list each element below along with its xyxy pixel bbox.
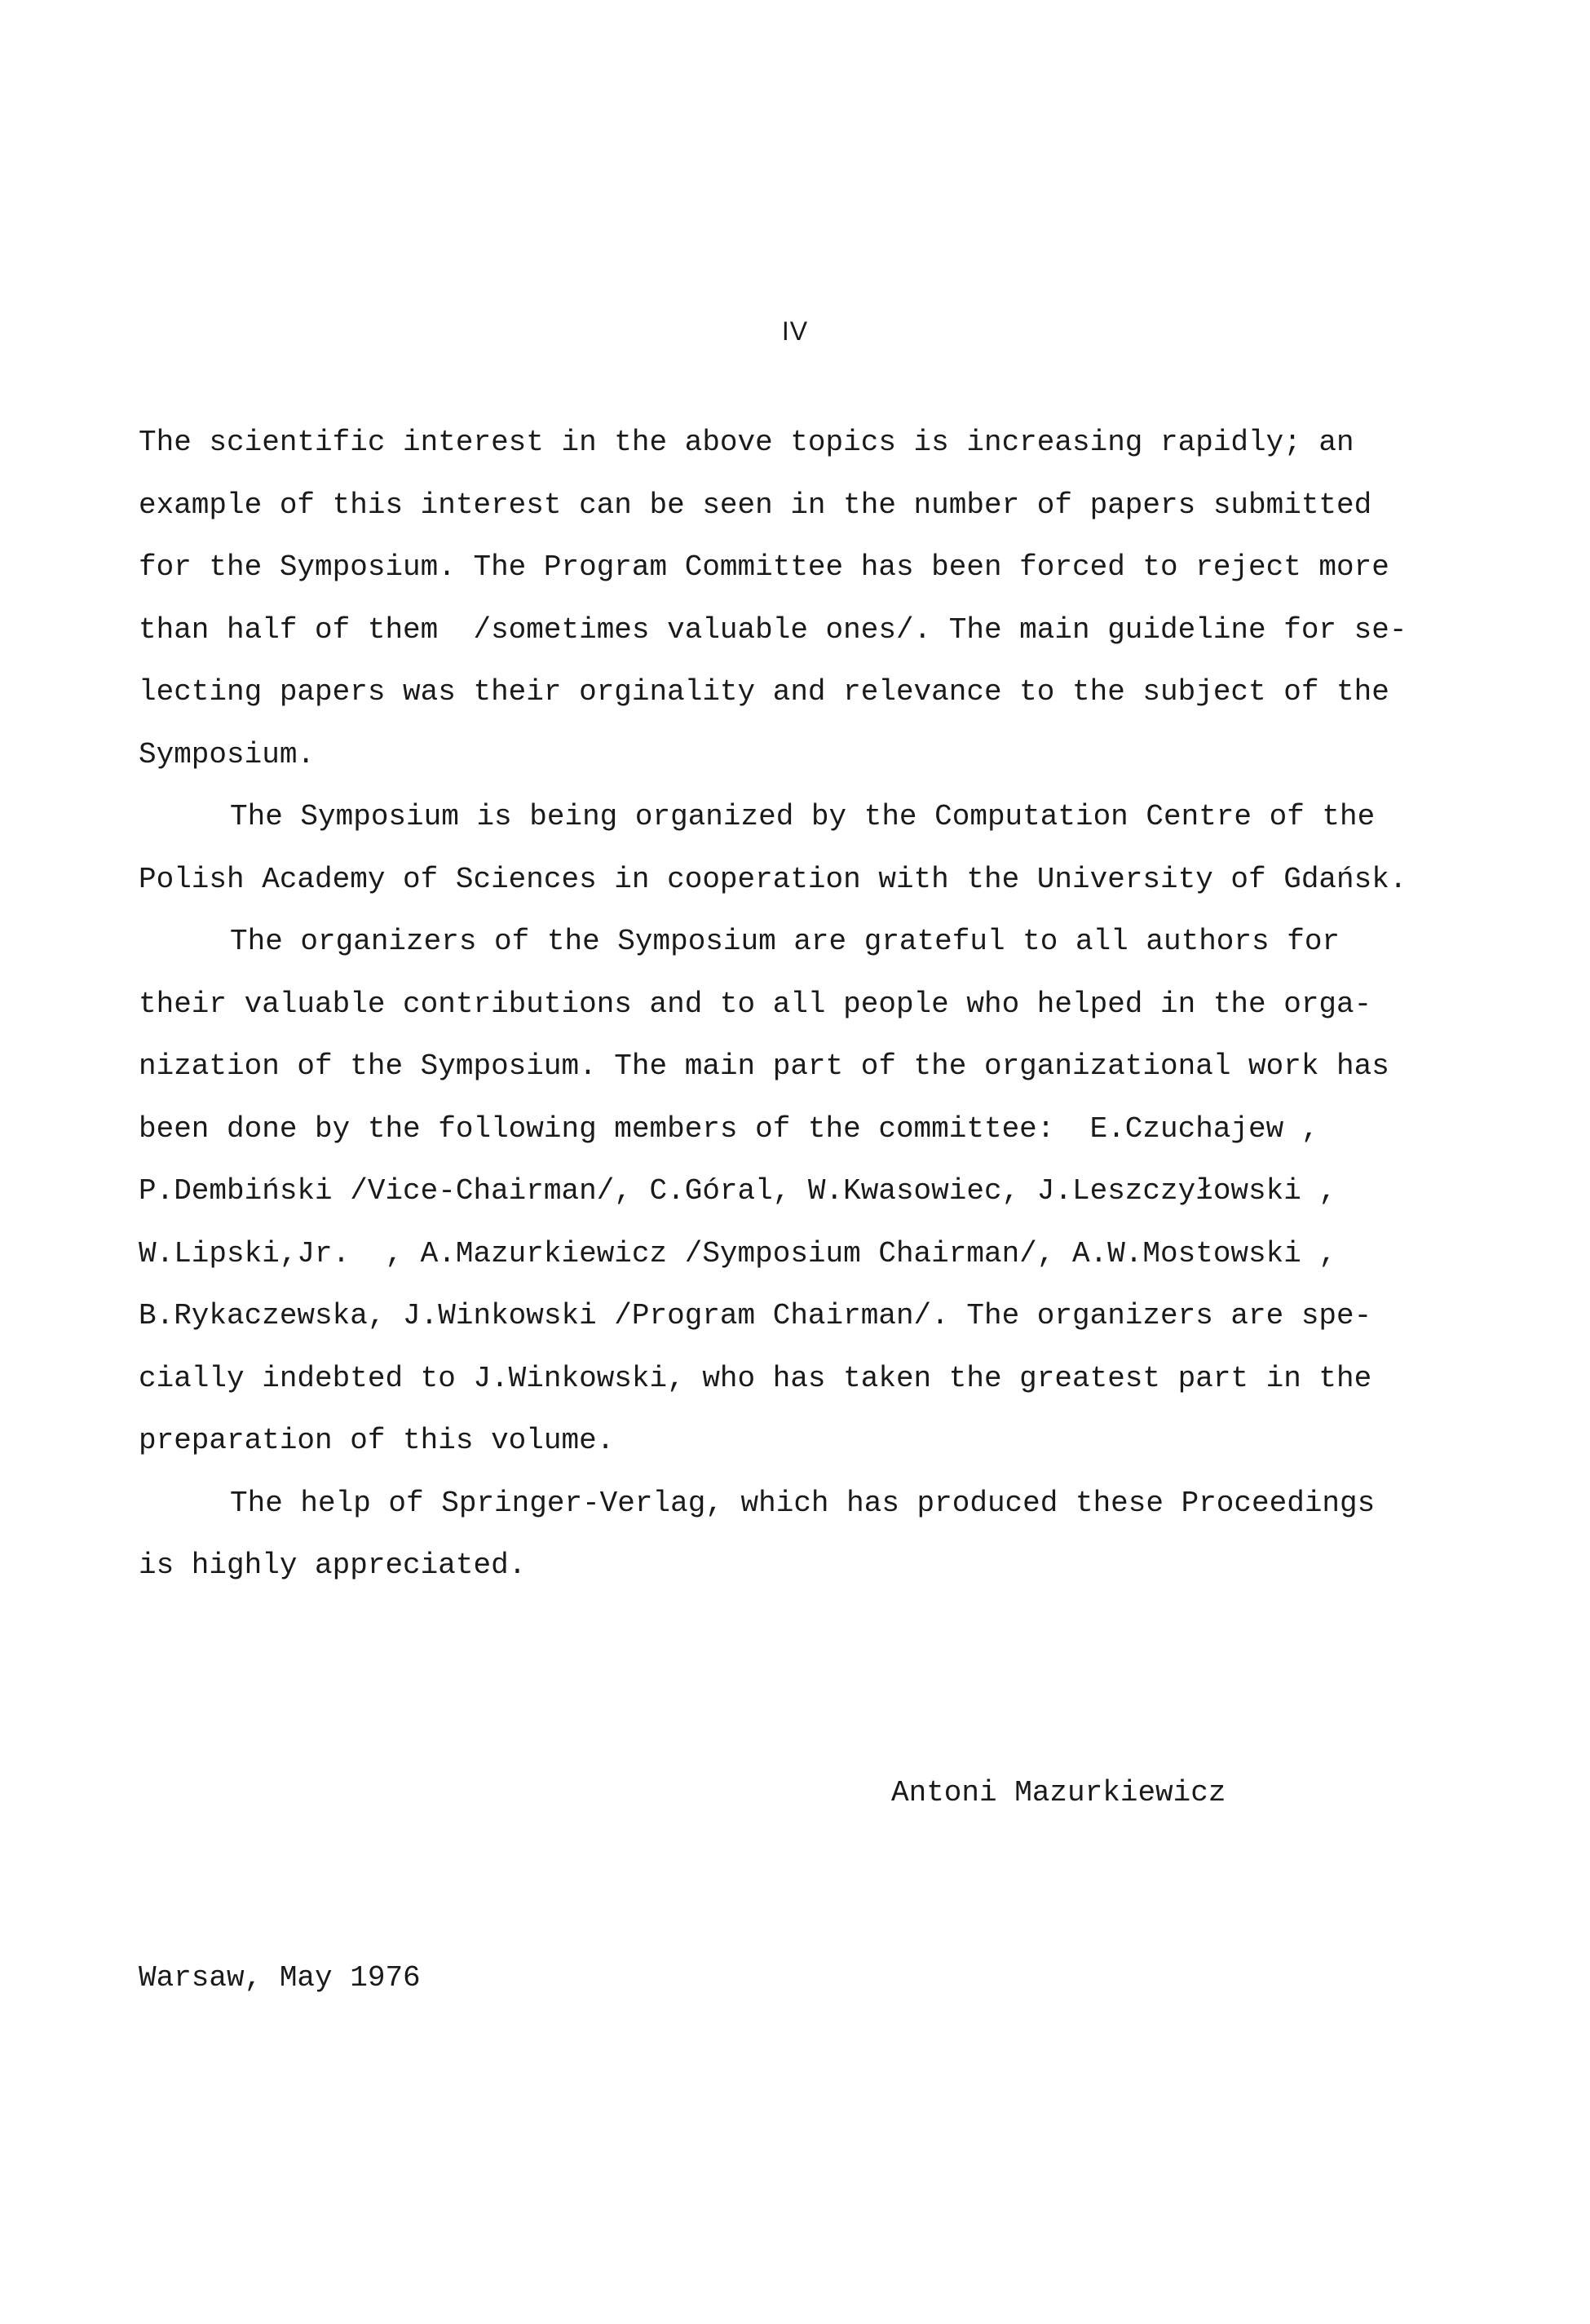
text-line: B.Rykaczewska, J.Winkowski /Program Chairman/. The organizers are spe- — [139, 1299, 1372, 1332]
page-number: IV — [781, 316, 809, 346]
text-line: been done by the following members of the committee: E.Czuchajew , — [139, 1111, 1319, 1146]
text-line: for the Symposium. The Program Committee has been forced to reject more — [139, 550, 1389, 584]
text-line: The scientific interest in the above topics is increasing rapidly; an — [139, 426, 1354, 459]
text-line: nization of the Symposium. The main part of the organizational work has — [139, 1049, 1389, 1083]
text-line: their valuable contributions and to all people who helped in the orga- — [139, 987, 1372, 1021]
text-line: The organizers of the Symposium are grateful to all authors for — [230, 925, 1340, 958]
text-line: preparation of this volume. — [139, 1424, 615, 1457]
text-line: lecting papers was their orginality and relevance to the subject of the — [139, 675, 1389, 709]
paragraph-2 — [139, 786, 1476, 911]
paragraph-1 — [139, 412, 1476, 786]
paragraph-3 — [139, 911, 1476, 1473]
text-line: Polish Academy of Sciences in cooperation with the University of Gdańsk. — [139, 862, 1407, 896]
text-line: example of this interest can be seen in the number of papers submitted — [139, 488, 1372, 522]
text-line: The help of Springer-Verlag, which has produced these Proceedings — [230, 1486, 1376, 1520]
text-line: than half of them /sometimes valuable ones/. The main guideline for se- — [139, 612, 1407, 647]
text-line: Symposium. — [139, 737, 316, 771]
author-signature: Antoni Mazurkiewicz — [891, 1776, 1226, 1809]
text-line: The Symposium is being organized by the Computation Centre of the — [230, 800, 1376, 833]
paragraph-4 — [139, 1473, 1476, 1597]
text-line: W.Lipski,Jr. , A.Mazurkiewicz /Symposium Chairman/, A.W.Mostowski , — [139, 1236, 1337, 1270]
text-line: cially indebted to J.Winkowski, who has taken the greatest part in the — [139, 1361, 1372, 1395]
text-line: is highly appreciated. — [139, 1549, 527, 1582]
place-and-date: Warsaw, May 1976 — [139, 1961, 421, 1995]
body-text — [139, 412, 1476, 1597]
text-line: P.Dembiński /Vice-Chairman/, C.Góral, W.Kwasowiec, J.Leszczyłowski , — [139, 1174, 1337, 1208]
